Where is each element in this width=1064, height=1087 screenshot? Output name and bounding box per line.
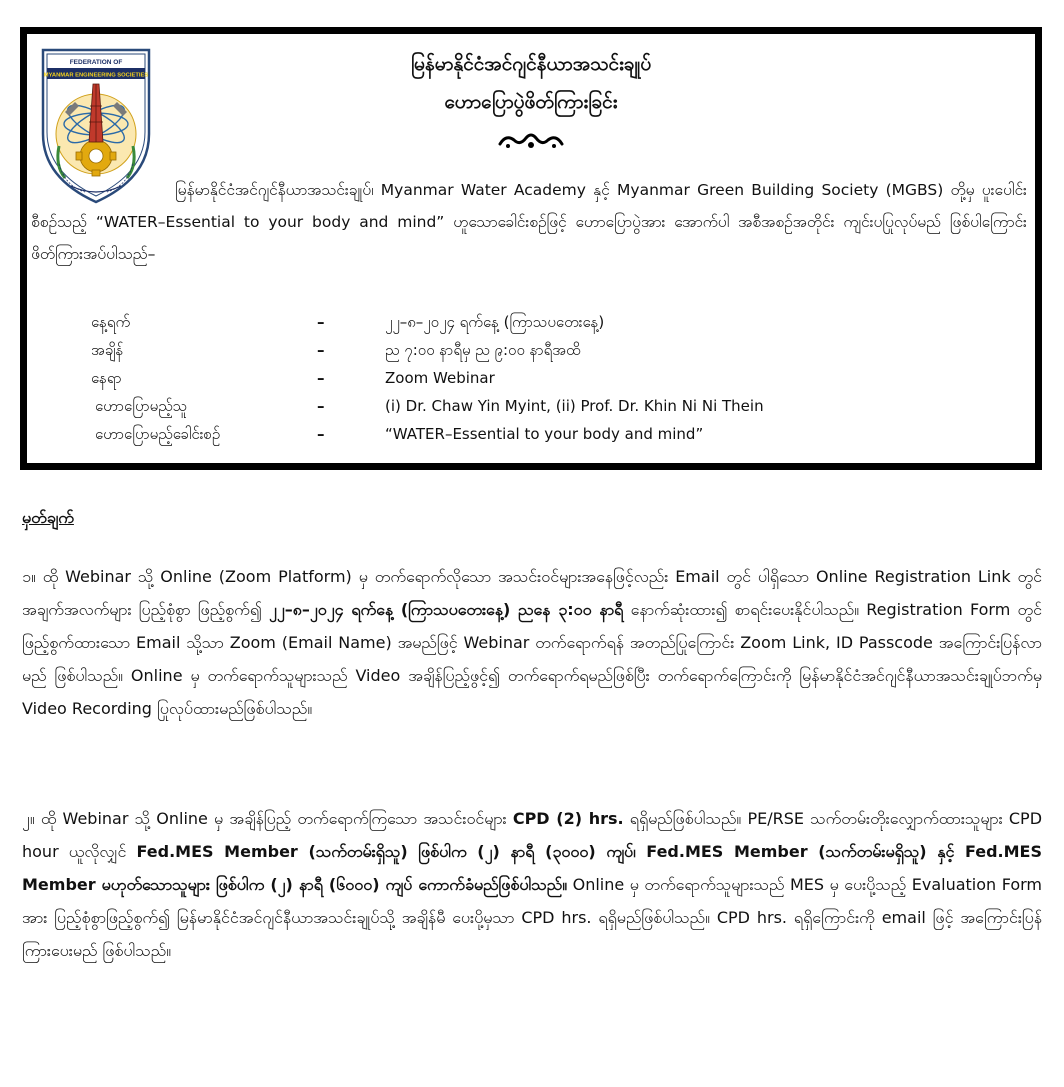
invitation-box xyxy=(20,27,1042,470)
note-2-text-mid: ရရှိမည်ဖြစ်ပါသည်။ PE/RSE သက်တမ်းတိုးလျှောက်ထားသူများ CPD hour ယူလိုလျှင် xyxy=(22,809,1043,861)
detail-separator: – xyxy=(317,397,325,415)
detail-value: ည ၇:၀၀ နာရီမှ ည ၉:၀၀ နာရီအထိ xyxy=(385,341,581,359)
note-1-text: ၁။ ထို Webinar သို့ Online (Zoom Platform) မှ တက်ရောက်လိုသော အသင်းဝင်များအနေဖြင့်လည်း Email တွင် ပါရှိသော Online Registration Link တွင် အချက်အလက်များ ပြည့်စုံစွာ ဖြည့်စွက်၍ xyxy=(22,567,1042,619)
detail-value: ၂၂–၈–၂၀၂၄ ရက်နေ့ (ကြာသပတေးနေ့) xyxy=(385,313,605,331)
logo-text-top: FEDERATION OF xyxy=(69,59,123,66)
page-title: မြန်မာနိုင်ငံအင်ဂျင်နီယာအသင်းချုပ် xyxy=(410,53,652,75)
detail-separator: – xyxy=(317,369,325,387)
logo-text-band: MYANMAR ENGINEERING SOCIETIES xyxy=(43,72,149,79)
detail-value: Zoom Webinar xyxy=(385,369,495,387)
detail-separator: – xyxy=(317,313,325,331)
invitation-intro-text: မြန်မာနိုင်ငံအင်ဂျင်နီယာအသင်းချုပ်၊ Myanmar Water Academy နှင့် Myanmar Green Building Society (MGBS) တို့မှ ပူးပေါင်းစီစဉ်သည့် “WATER–Essential to your body and mind” ဟူသောခေါင်းစဉ်ဖြင့် ဟောပြောပွဲအား အောက်ပါ အစီအစဉ်အတိုင်း ကျင်းပပြုလုပ်မည် ဖြစ်ပါကြောင်း ဖိတ်ကြားအပ်ပါသည်– xyxy=(31,181,1027,263)
note-2-text: ၂။ ထို Webinar သို့ Online မှ အချိန်ပြည့် တက်ရောက်ကြသော အသင်းဝင်များ xyxy=(22,809,513,828)
note-2-text-rest: Online မှ တက်ရောက်သူများသည် MES မှ ပေးပို့သည့် Evaluation Form အား ပြည့်စုံစွာဖြည့်စွက်၍ မြန်မာနိုင်ငံအင်ဂျင်နီယာအသင်းချုပ်သို့ အချိန်မီ ပေးပို့မှသာ CPD hrs. ရရှိမည်ဖြစ်ပါသည်။ CPD hrs. ရရှိကြောင်းကို email ဖြင့် အကြောင်းပြန်ကြားပေးမည် ဖြစ်ပါသည်။ xyxy=(22,875,1043,960)
note-1-deadline: ၂၂–၈–၂၀၂၄ ရက်နေ့ (ကြာသပတေးနေ့) ညနေ ၃:၀၀ နာရီ xyxy=(269,600,624,619)
detail-separator: – xyxy=(317,341,325,359)
note-paragraph-2 xyxy=(22,802,1042,967)
detail-label: အချိန် xyxy=(91,341,124,359)
detail-label: ဟောပြောမည့်ခေါင်းစဉ် xyxy=(95,425,221,443)
decorative-flourish-icon xyxy=(27,132,1035,154)
detail-separator: – xyxy=(317,425,325,443)
detail-value: “WATER–Essential to your body and mind” xyxy=(385,425,704,443)
page-subtitle: ဟောပြောပွဲဖိတ်ကြားခြင်း xyxy=(444,91,618,113)
detail-label: နေ့ရက် xyxy=(91,313,131,331)
note-2-fee-info: Fed.MES Member (သက်တမ်းရှိသူ) ဖြစ်ပါက (၂) နာရီ (၃၀၀၀) ကျပ်၊ Fed.MES Member (သက်တမ်းမရှိသူ) နှင့် Fed.MES Member မဟုတ်သောသူများ ဖြစ်ပါက (၂) နာရီ (၆၀၀၀) ကျပ် ကောက်ခံမည်ဖြစ်ပါသည်။ xyxy=(22,842,1042,894)
detail-value: (i) Dr. Chaw Yin Myint, (ii) Prof. Dr. Khin Ni Ni Thein xyxy=(385,397,764,415)
invitation-intro xyxy=(31,174,1027,270)
note-2-cpd-hours: CPD (2) hrs. xyxy=(512,809,624,828)
note-1-text-rest: နောက်ဆုံးထား၍ စာရင်းပေးနိုင်ပါသည်။ Registration Form တွင် ဖြည့်စွက်ထားသော Email သို့သာ Zoom (Email Name) အမည်ဖြင့် Webinar တက်ရောက်ရန် အတည်ပြုကြောင်း Zoom Link, ID Passcode အကြောင်းပြန်လာမည် ဖြစ်ပါသည်။ Online မှ တက်ရောက်သူများသည် Video အချိန်ပြည့်ဖွင့်၍ တက်ရောက်ရမည်ဖြစ်ပြီး တက်ရောက်ကြောင်းကို မြန်မာနိုင်ငံအင်ဂျင်နီယာအသင်းချုပ်ဘက်မှ Video Recording ပြုလုပ်ထားမည်ဖြစ်ပါသည်။ xyxy=(22,600,1042,718)
detail-label: နေရာ xyxy=(91,369,122,387)
detail-label: ဟောပြောမည့်သူ xyxy=(95,397,188,415)
note-paragraph-1 xyxy=(22,560,1042,725)
notes-heading: မှတ်ချက် xyxy=(22,508,74,527)
invitation-box-inner xyxy=(26,33,1036,464)
